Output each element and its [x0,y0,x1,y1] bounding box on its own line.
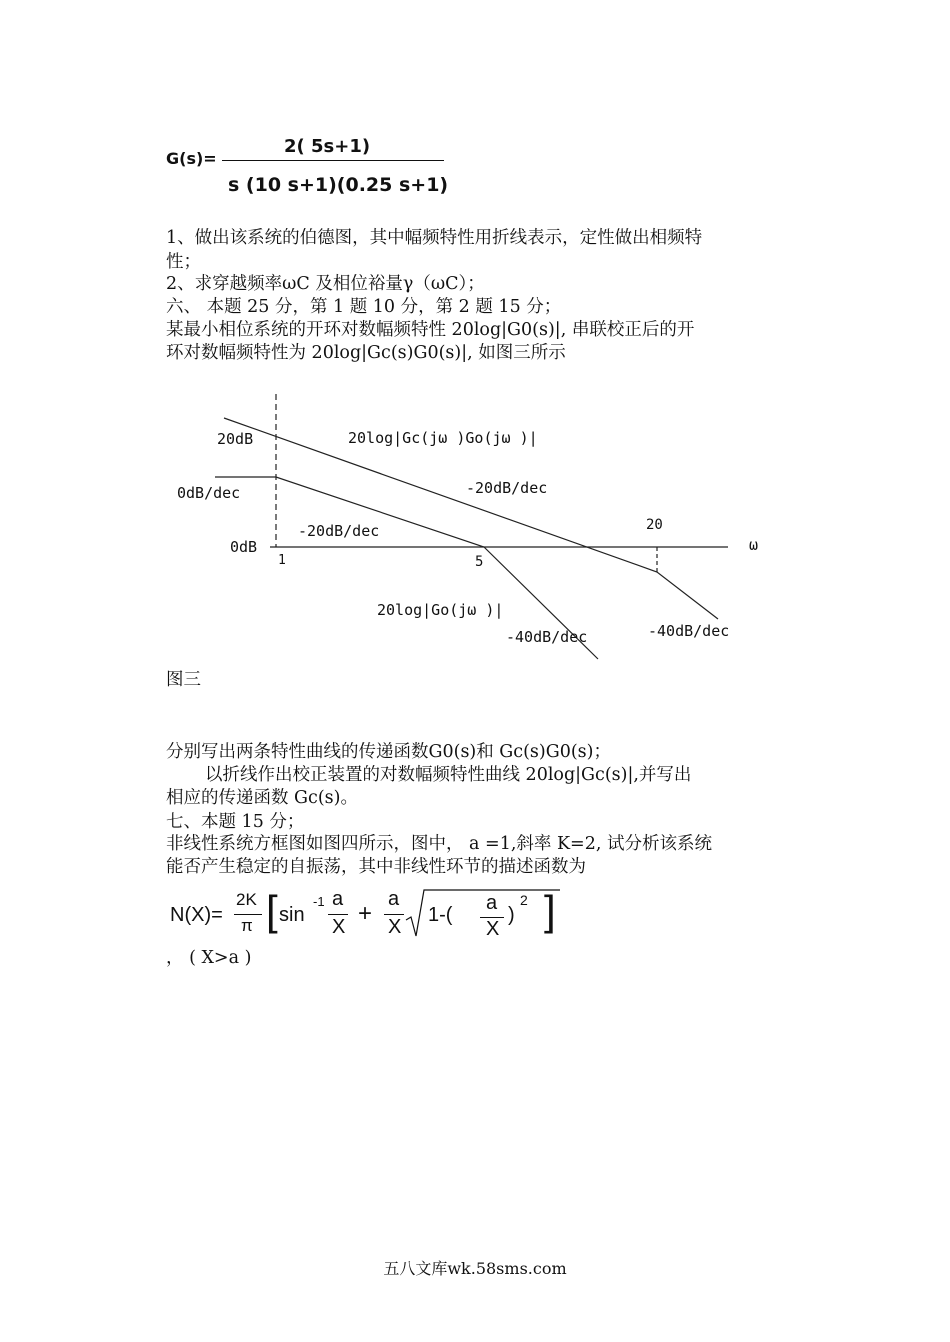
nx-sin-sup: -1 [313,894,325,909]
nx-sin: sin [279,904,305,926]
label-0db-dec: 0dB/dec [177,484,241,502]
footer-watermark: 五八文库wk.58sms.com [383,1259,567,1278]
bode-figure [0,380,950,700]
curve-go-label: 20log|Go(jω )| [377,601,504,619]
frac2-den: X [388,916,402,938]
question-2: 2、求穿越频率ωC 及相位裕量γ（ωC）； [166,274,485,294]
gs-denominator: s (10 s+1)(0.25 s+1) [228,174,449,196]
slope-40-left-label: -40dB/dec [506,628,588,646]
nx-coef-bar [234,914,262,915]
left-bracket: [ [266,887,278,934]
gs-fraction-bar [222,160,444,161]
section-6-heading: 六、 本题 25 分，第 1 题 10 分，第 2 题 15 分； [166,297,562,317]
gs-lhs: G(s)= [166,149,217,168]
freq-20-label: 20 [646,517,663,533]
nx-square: 2 [520,892,528,908]
section-7-heading: 七、本题 15 分； [166,812,305,832]
plus-sign: + [358,900,373,927]
slope-lower-label: -20dB/dec [298,522,380,540]
nx-coef-num: 2K [236,890,257,909]
label-20db: 20dB [217,430,254,448]
section-6-text-1: 某最小相位系统的开环对数幅频特性 20log|G0(s)|, 串联校正后的开 [166,320,695,340]
nx-coef-den: π [241,916,253,935]
freq-1-label: 1 [278,553,286,568]
task-2a: 以折线作出校正装置的对数幅频特性曲线 20log|Gc(s)|,并写出 [205,765,692,785]
section-7-text-1: 非线性系统方框图如图四所示，图中， a =1,斜率 K=2, 试分析该系统 [166,834,712,854]
frac2-num: a [388,888,400,910]
gs-formula [166,136,456,206]
task-2b: 相应的传递函数 Gc(s)。 [166,788,358,808]
section-6-text-2: 环对数幅频特性为 20log|Gc(s)G0(s)|, 如图三所示 [166,343,566,363]
freq-5-label: 5 [475,554,484,570]
figure-caption: 图三 [166,670,201,690]
slope-40-right-label: -40dB/dec [648,622,730,640]
right-bracket: ] [544,887,556,934]
frac1-num: a [332,888,344,910]
question-1: 1、做出该系统的伯德图，其中幅频特性用折线表示，定性做出相频特 [166,228,703,248]
section-7-text-2: 能否产生稳定的自振荡，其中非线性环节的描述函数为 [166,857,586,877]
frac2-bar [384,914,404,915]
task-1: 分别写出两条特性曲线的传递函数G0(s)和 Gc(s)G0(s)； [166,742,611,762]
condition-line: ， ( X>a ) [166,948,252,968]
curve-gc-go-label: 20log|Gc(jω )Go(jω )| [348,429,538,447]
nx-formula [166,884,566,946]
gs-numerator: 2( 5s+1) [284,136,371,157]
nx-lhs: N(X)= [170,904,223,926]
omega-axis-label: ω [749,536,759,554]
slope-upper-label: -20dB/dec [466,479,548,497]
curve-gc-go-line [224,418,718,619]
frac1-bar [328,914,348,915]
frac1-den: X [332,916,346,938]
question-1-cont: 性； [166,252,201,272]
label-0db: 0dB [230,538,258,556]
nx-one-minus: 1-( [428,904,453,926]
frac3-num: a [486,892,498,914]
frac3-den: X [486,918,500,940]
close-paren: ) [508,904,515,926]
